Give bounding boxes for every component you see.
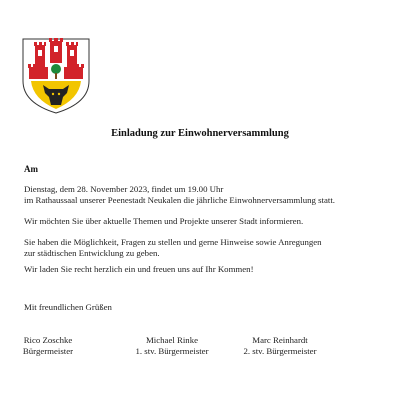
topics-paragraph: Wir möchten Sie über aktuelle Themen und Projekte unserer Stadt informieren. (24, 216, 304, 226)
signatory-role: Bürgermeister (22, 345, 74, 356)
date-heading: Am (24, 164, 38, 174)
signature-block-mayor (22, 335, 74, 356)
tree-icon (51, 64, 61, 74)
signatory-role: 1. stv. Bürgermeister (135, 345, 209, 356)
participation-line: Sie haben die Möglichkeit, Fragen zu stellen und gerne Hinweise sowie Anregungen (24, 237, 322, 247)
signatory-name: Marc Reinhardt (252, 335, 308, 345)
signatory-name: Rico Zoschke (23, 335, 73, 345)
intro-paragraph (24, 184, 384, 205)
participation-paragraph (24, 237, 322, 258)
closing-greeting: Mit freundlichen Grüßen (24, 302, 112, 312)
signature-block-first-deputy (128, 335, 216, 356)
invitation-paragraph: Wir laden Sie recht herzlich ein und freuen uns auf Ihr Kommen! (24, 264, 254, 274)
document-title: Einladung zur Einwohnerversammlung (111, 128, 289, 139)
signatory-role: 2. stv. Bürgermeister (243, 345, 317, 356)
coat-of-arms-emblem (21, 37, 91, 115)
participation-line: zur städtischen Entwicklung zu geben. (24, 247, 160, 258)
signature-block-second-deputy (236, 335, 324, 356)
intro-line: Dienstag, dem 28. November 2023, findet um 19.00 Uhr (24, 184, 224, 194)
signatory-name: Michael Rinke (145, 335, 199, 345)
intro-line: im Rathaussaal unserer Peenestadt Neukalen die jährliche Einwohnerversammlung statt. (24, 194, 335, 205)
